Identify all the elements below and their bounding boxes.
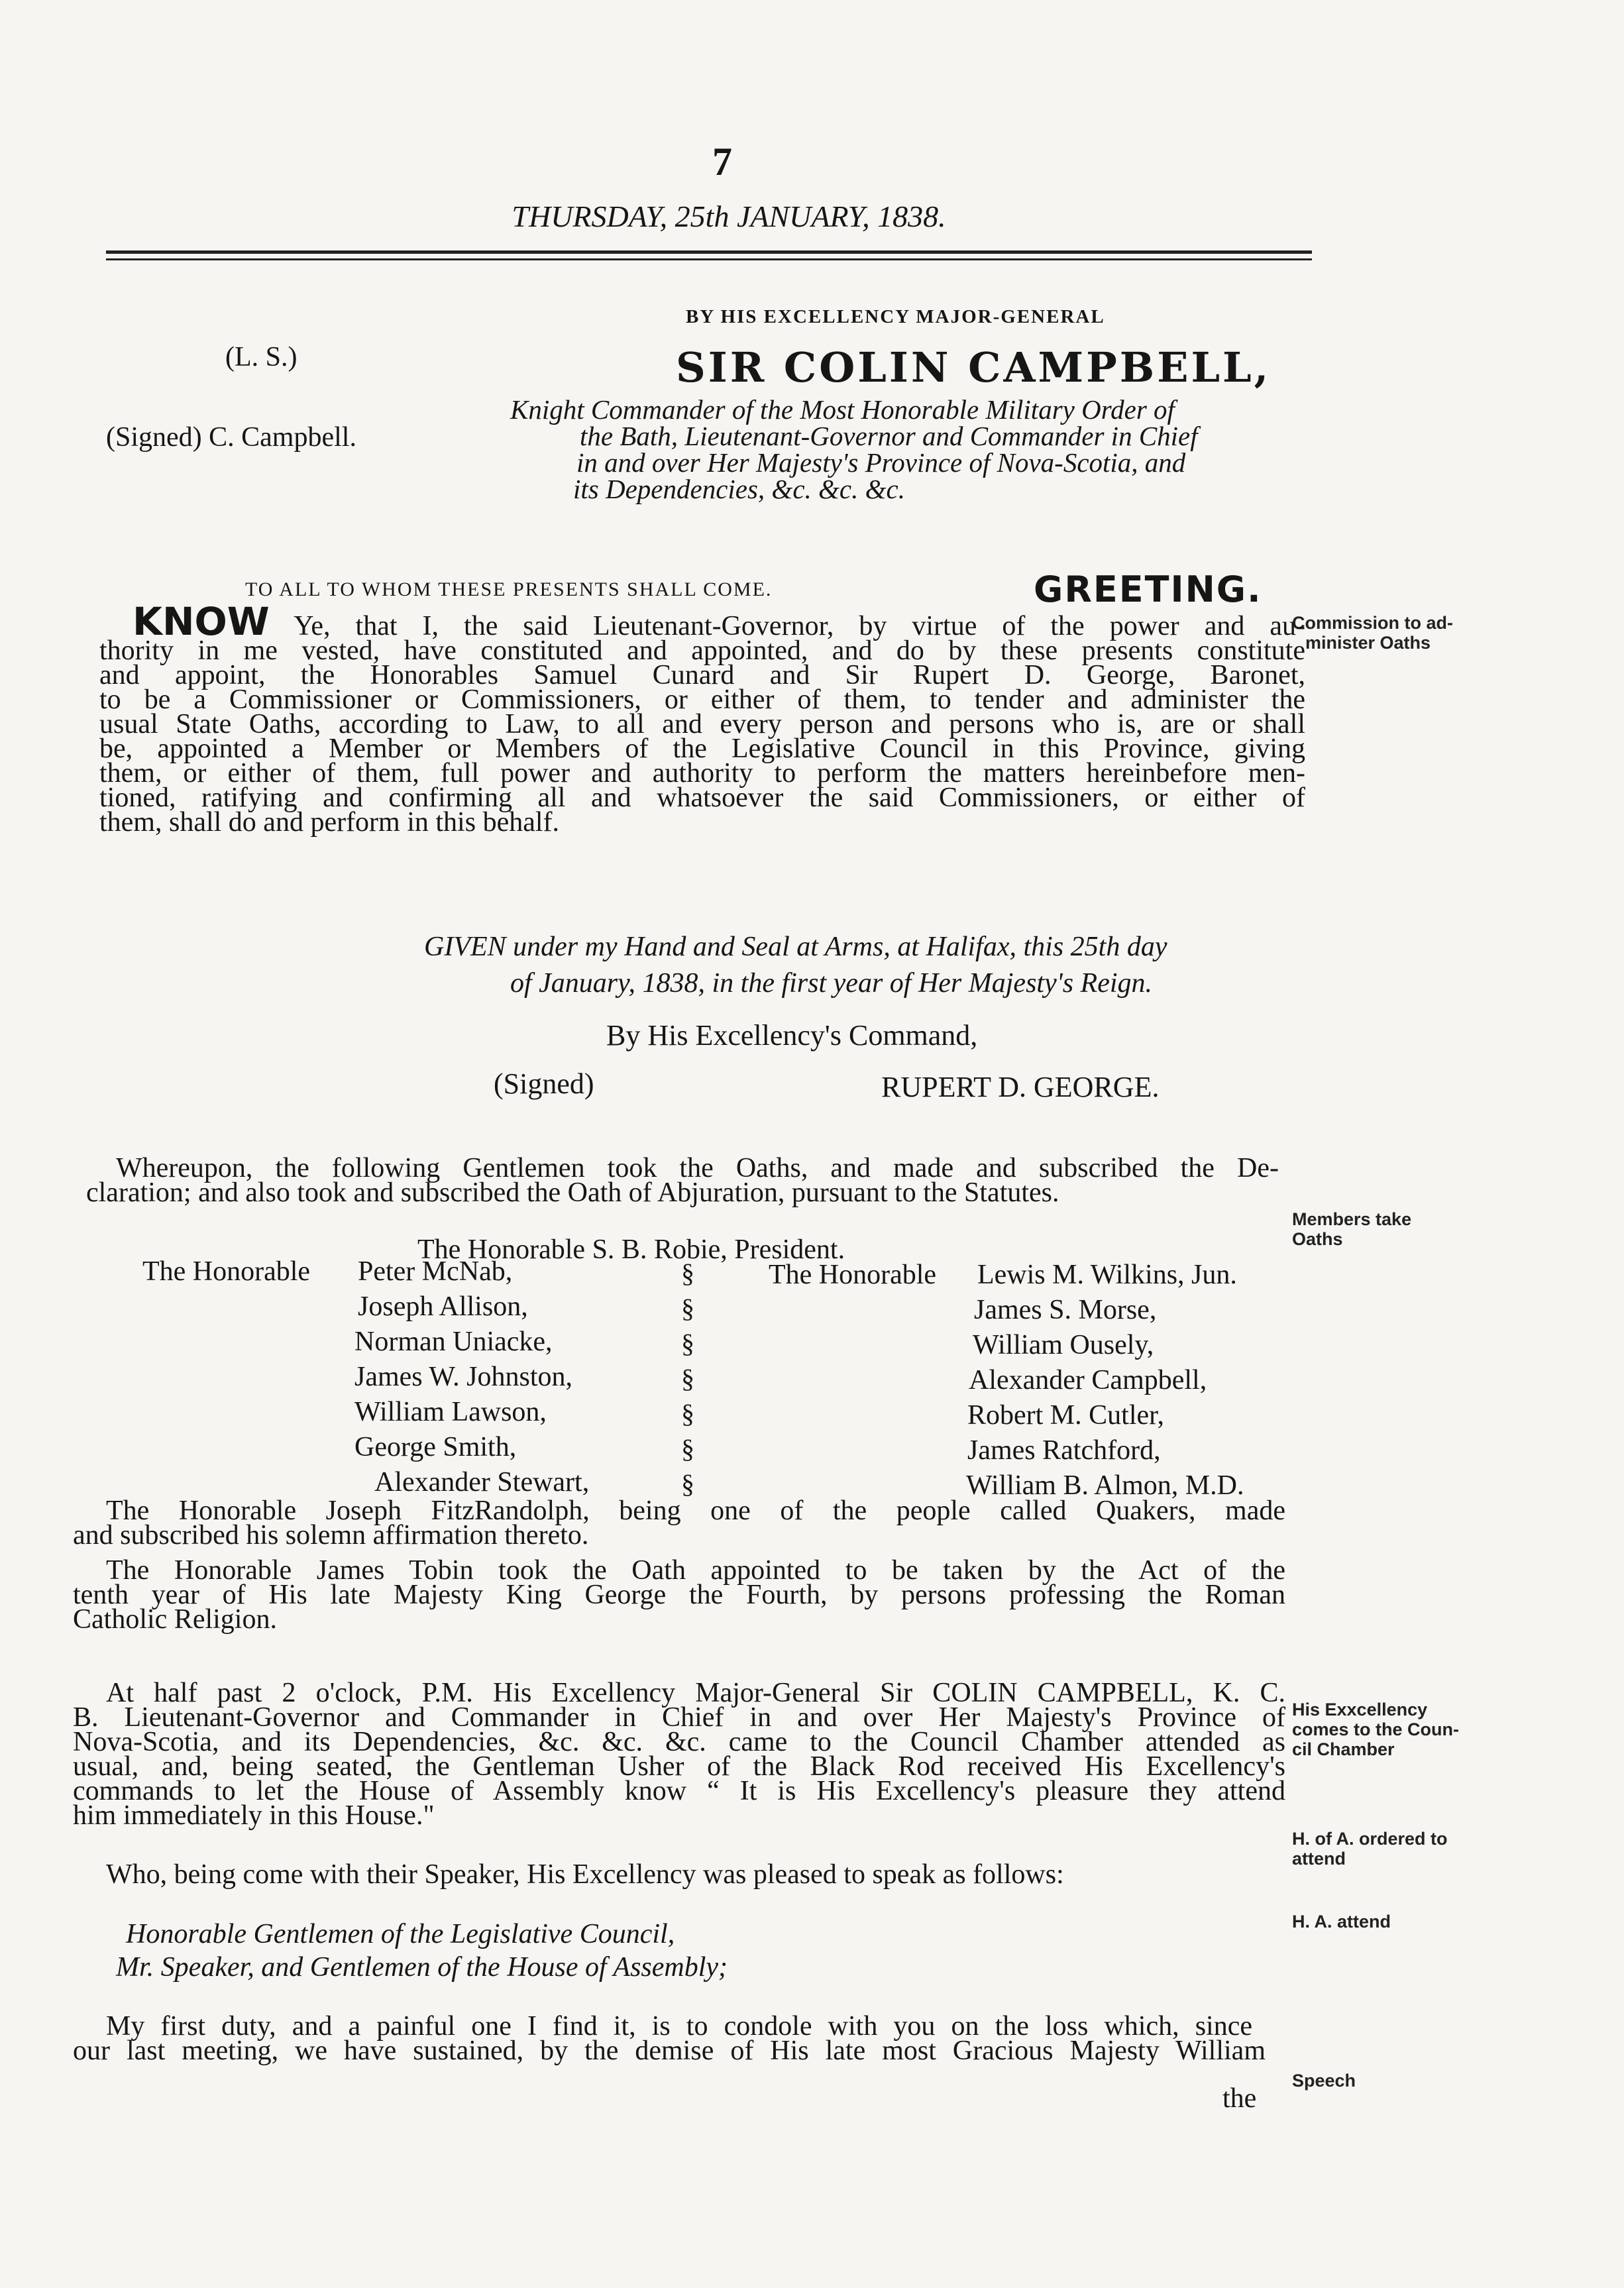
left-name: William Lawson,	[354, 1397, 547, 1427]
signed-campbell: (Signed) C. Campbell.	[106, 422, 356, 453]
date-heading: THURSDAY, 25th JANUARY, 1838.	[512, 199, 946, 233]
governor-titles	[510, 396, 1325, 502]
governor-name: SIR COLIN CAMPBELL,	[676, 343, 1272, 392]
tobin-line: The Honorable James Tobin took the Oath appointed to be taken by the Act of the	[106, 1555, 1285, 1586]
margin-note-speech	[1292, 2071, 1504, 2091]
margin-note-line: attend	[1292, 1849, 1346, 1869]
margin-note-excellency	[1292, 1700, 1504, 1759]
catchword: the	[1222, 2083, 1257, 2114]
council-line: At half past 2 o'clock, P.M. His Excellency Major-General Sir COLIN CAMPBELL, K. C.	[106, 1678, 1285, 1708]
left-name: George Smith,	[354, 1432, 517, 1462]
oaths-line: claration; and also took and subscribed the Oath of Abjuration, pursuant to the Statutes.	[86, 1177, 1059, 1208]
signatory-name: RUPERT D. GEORGE.	[881, 1071, 1160, 1103]
body-line: be, appointed a Member or Members of the Legislative Council in this Province, giving	[99, 734, 1305, 764]
body-line: to be a Commissioner or Commissioners, or either of them, to tender and administer the	[99, 684, 1305, 715]
proclamation-by-line: BY HIS EXCELLENCY MAJOR-GENERAL	[686, 306, 1105, 327]
section-mark: §	[681, 1434, 694, 1464]
quaker-line: and subscribed his solemn affirmation thereto.	[73, 1520, 589, 1551]
section-mark: §	[681, 1258, 694, 1288]
margin-note-line: Commission to ad-	[1292, 613, 1454, 633]
council-line: usual, and, being seated, the Gentleman Usher of the Black Rod received His Excellency's	[73, 1751, 1285, 1782]
speaker-line: Who, being come with their Speaker, His Excellency was pleased to speak as follows:	[106, 1859, 1064, 1890]
title-line: the Bath, Lieutenant-Governor and Commander in Chief	[580, 421, 1198, 451]
to-all-line: TO ALL TO WHOM THESE PRESENTS SHALL COME.	[245, 578, 773, 600]
right-name: James Ratchford,	[967, 1435, 1161, 1466]
page-number: 7	[712, 140, 732, 184]
tobin-line: tenth year of His late Majesty King George the Fourth, by persons professing the Roman	[73, 1580, 1285, 1610]
section-mark: §	[681, 1399, 694, 1429]
know-word: KNOW	[133, 599, 270, 644]
proclamation-body	[80, 599, 1305, 838]
address-line-1: Honorable Gentlemen of the Legislative Council,	[126, 1919, 675, 1949]
section-mark: §	[681, 1364, 694, 1393]
right-prefix: The Honorable	[769, 1260, 937, 1290]
body-line: usual State Oaths, according to Law, to all and every person and persons who is, are or shall	[99, 709, 1305, 739]
right-name: Alexander Campbell,	[969, 1365, 1207, 1395]
margin-note-ordered	[1292, 1829, 1504, 1869]
speech-line: My first duty, and a painful one I find it, is to condole with you on the loss which, since	[106, 2011, 1252, 2042]
margin-note-line: Members take	[1292, 1209, 1412, 1229]
margin-note-members	[1292, 1209, 1504, 1249]
body-line: them, or either of them, full power and authority to perform the matters hereinbefore men-	[99, 758, 1305, 789]
body-line: tioned, ratifying and confirming all and whatsoever the said Commissioners, or either of	[99, 783, 1305, 813]
quaker-paragraph	[73, 1496, 1285, 1551]
section-mark: §	[681, 1293, 694, 1323]
council-paragraph	[73, 1678, 1285, 1831]
oaths-paragraph	[86, 1153, 1279, 1208]
margin-note-line: comes to the Coun-	[1292, 1719, 1460, 1739]
body-line: and appoint, the Honorables Samuel Cunard and Sir Rupert D. George, Baronet,	[99, 660, 1305, 690]
president-line: The Honorable S. B. Robie, President.	[417, 1234, 845, 1265]
given-line-1: GIVEN under my Hand and Seal at Arms, at Halifax, this 25th day	[424, 932, 1167, 962]
margin-note-line: minister Oaths	[1305, 633, 1431, 653]
left-name: James W. Johnston,	[354, 1362, 573, 1392]
title-line: its Dependencies, &c. &c. &c.	[573, 474, 905, 504]
tobin-line: Catholic Religion.	[73, 1604, 277, 1635]
left-prefix: The Honorable	[142, 1256, 311, 1287]
speech-line: our last meeting, we have sustained, by the demise of His late most Gracious Majesty William	[73, 2036, 1266, 2066]
title-line: in and over Her Majesty's Province of Nova-Scotia, and	[576, 447, 1186, 478]
left-name: Peter McNab,	[358, 1256, 513, 1287]
greeting: GREETING.	[1034, 569, 1262, 610]
command-line: By His Excellency's Command,	[606, 1019, 978, 1052]
quaker-line: The Honorable Joseph FitzRandolph, being one of the people called Quakers, made	[106, 1496, 1285, 1526]
address-line-2: Mr. Speaker, and Gentlemen of the House of Assembly;	[116, 1952, 728, 1983]
margin-note-line: H. A. attend	[1292, 1912, 1391, 1932]
council-line: commands to let the House of Assembly know “ It is His Excellency's pleasure they attend	[73, 1776, 1285, 1806]
section-mark: §	[681, 1469, 694, 1499]
header-rule-top	[106, 250, 1312, 254]
right-name: William Ousely,	[973, 1330, 1154, 1360]
left-name: Norman Uniacke,	[354, 1327, 553, 1357]
council-line: Nova-Scotia, and its Dependencies, &c. &c. &c. came to the Council Chamber attended as	[73, 1727, 1285, 1757]
margin-note-line: H. of A. ordered to	[1292, 1829, 1448, 1849]
right-name: Robert M. Cutler,	[967, 1400, 1164, 1431]
right-name: Lewis M. Wilkins, Jun.	[977, 1260, 1237, 1290]
signed-label: (Signed)	[494, 1067, 594, 1100]
margin-note-line: cil Chamber	[1292, 1739, 1395, 1759]
right-name: William B. Almon, M.D.	[966, 1470, 1244, 1501]
right-name: James S. Morse,	[974, 1295, 1157, 1325]
section-mark: §	[681, 1329, 694, 1358]
margin-note-line: Speech	[1292, 2071, 1356, 2091]
tobin-paragraph	[73, 1555, 1285, 1635]
margin-note-attend	[1292, 1912, 1504, 1932]
left-name: Alexander Stewart,	[374, 1467, 590, 1498]
header-rule-bottom	[106, 258, 1312, 260]
body-line: Ye, that I, the said Lieutenant-Governor, by virtue of the power and au-	[269, 611, 1305, 641]
seal-ls: (L. S.)	[225, 342, 298, 372]
given-line-2: of January, 1838, in the first year of Her Majesty's Reign.	[510, 968, 1153, 999]
body-line: thority in me vested, have constituted and appointed, and do by these presents constitute	[99, 635, 1305, 666]
left-name: Joseph Allison,	[358, 1291, 528, 1322]
council-line: him immediately in this House."	[73, 1800, 435, 1831]
oaths-line: Whereupon, the following Gentlemen took the Oaths, and made and subscribed the De-	[116, 1153, 1279, 1183]
margin-note-line: His Exxcellency	[1292, 1700, 1428, 1719]
margin-note-line: Oaths	[1292, 1229, 1343, 1249]
body-line: them, shall do and perform in this behalf.	[99, 807, 560, 838]
council-line: B. Lieutenant-Governor and Commander in Chief in and over Her Majesty's Province of	[73, 1702, 1285, 1733]
title-line: Knight Commander of the Most Honorable Military Order of	[510, 394, 1175, 425]
speech-paragraph	[73, 2011, 1279, 2066]
margin-note-commission	[1292, 613, 1504, 653]
